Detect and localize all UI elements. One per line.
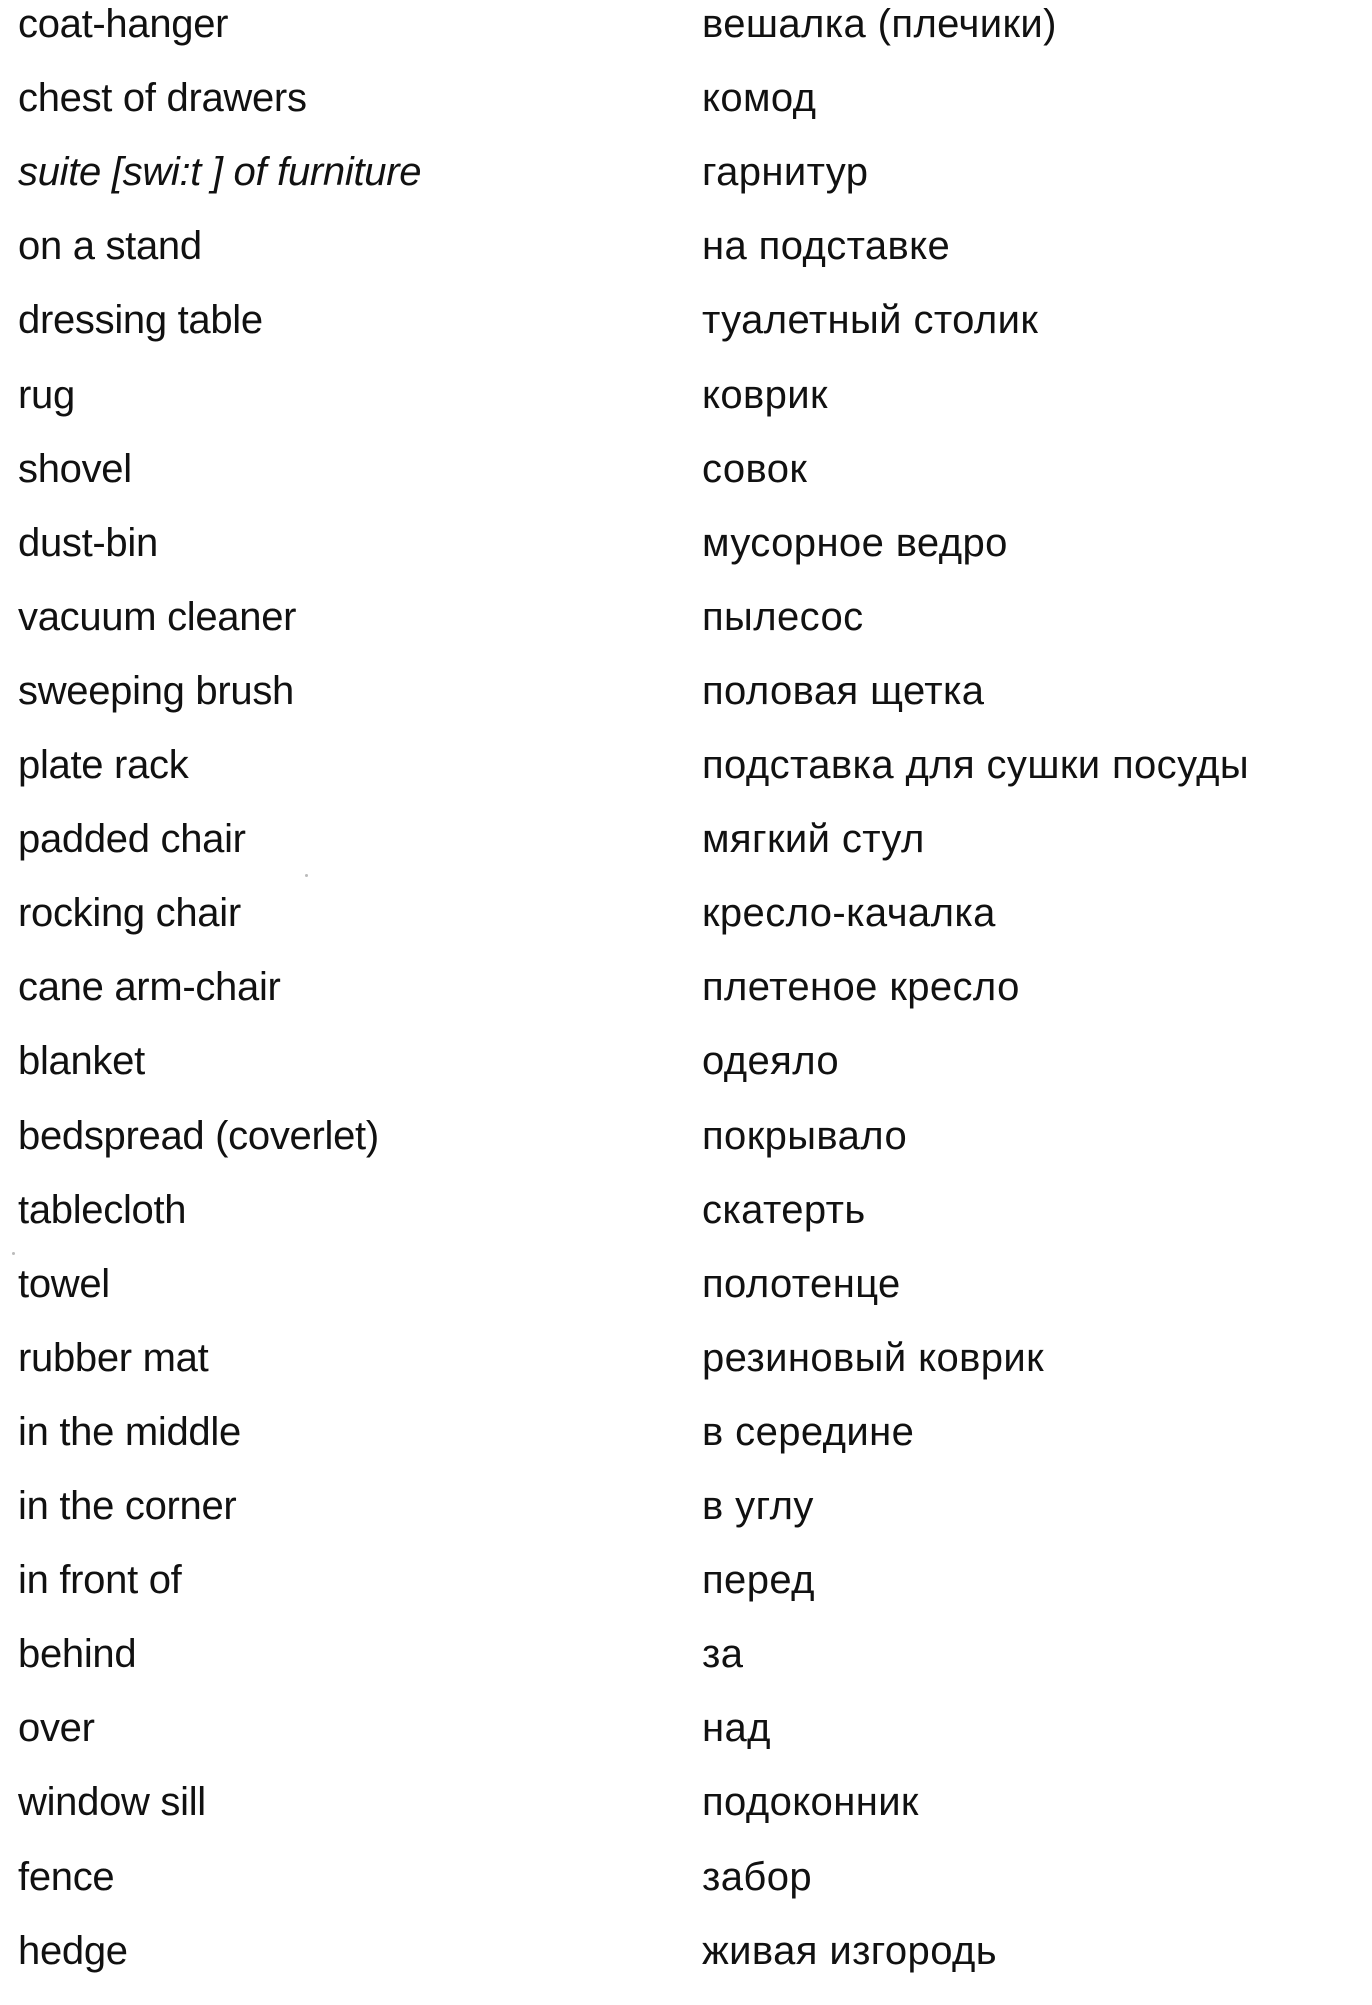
english-term: chest of drawers xyxy=(18,76,307,121)
english-term: vacuum cleaner xyxy=(18,594,297,639)
vocab-row xyxy=(0,446,1372,523)
russian-translation: плетеное кресло xyxy=(702,965,1020,1010)
vocab-row xyxy=(0,78,1372,152)
vocab-row xyxy=(0,1560,1372,1634)
vocab-row xyxy=(0,745,1372,819)
vocab-row xyxy=(0,1634,1372,1708)
russian-translation: полотенце xyxy=(702,1261,901,1306)
vocab-row xyxy=(0,668,1372,745)
russian-translation: одеяло xyxy=(702,1039,840,1084)
russian-translation: в углу xyxy=(702,1484,814,1528)
vocab-row xyxy=(0,520,1372,597)
russian-translation: пылесос xyxy=(702,594,864,639)
vocab-row xyxy=(0,372,1372,449)
russian-translation: туалетный столик xyxy=(702,298,1039,343)
vocab-row xyxy=(0,1261,1372,1338)
english-term: blanket xyxy=(18,1039,145,1084)
russian-translation: покрывало xyxy=(702,1113,908,1158)
english-term: in the corner xyxy=(18,1484,237,1528)
vocab-row xyxy=(0,1335,1372,1412)
english-term: bedspread (coverlet) xyxy=(18,1113,379,1158)
russian-translation: над xyxy=(702,1706,771,1751)
english-term: rocking chair xyxy=(18,891,241,936)
english-term: tablecloth xyxy=(18,1187,187,1232)
vocab-row xyxy=(0,1187,1372,1264)
english-term: shovel xyxy=(18,446,132,491)
vocab-row xyxy=(0,1928,1372,2005)
russian-translation: совок xyxy=(702,446,808,491)
vocab-row xyxy=(0,1708,1372,1782)
russian-translation: живая изгородь xyxy=(702,1928,997,1973)
english-term: suite [swi:t ] of furniture xyxy=(18,150,422,195)
vocab-row xyxy=(0,819,1372,893)
vocab-row xyxy=(0,893,1372,967)
vocab-row xyxy=(0,594,1372,671)
vocab-row xyxy=(0,4,1372,78)
english-term: dust-bin xyxy=(18,520,158,565)
english-term: in front of xyxy=(18,1558,182,1603)
english-term: coat-hanger xyxy=(18,2,229,46)
english-term: towel xyxy=(18,1261,110,1306)
scan-speck xyxy=(12,1252,15,1255)
vocab-row xyxy=(0,1486,1372,1560)
english-term: fence xyxy=(18,1854,115,1899)
vocab-row xyxy=(0,226,1372,300)
vocab-row xyxy=(0,300,1372,374)
russian-translation: мягкий стул xyxy=(702,817,925,862)
russian-translation: скатерть xyxy=(702,1187,866,1232)
russian-translation: резиновый коврик xyxy=(702,1335,1045,1380)
russian-translation: коврик xyxy=(702,372,828,417)
english-term: hedge xyxy=(18,1928,128,1973)
vocab-row xyxy=(0,967,1372,1041)
english-term: over xyxy=(18,1706,95,1751)
english-term: rug xyxy=(18,372,75,417)
english-term: plate rack xyxy=(18,743,189,787)
vocab-row xyxy=(0,1782,1372,1856)
vocab-row xyxy=(0,1409,1372,1486)
russian-translation: перед xyxy=(702,1558,815,1603)
english-term: in the middle xyxy=(18,1409,241,1454)
vocab-row xyxy=(0,1041,1372,1115)
russian-translation: подоконник xyxy=(702,1780,919,1825)
russian-translation: половая щетка xyxy=(702,668,985,713)
russian-translation: комод xyxy=(702,76,817,121)
russian-translation: в середине xyxy=(702,1409,915,1454)
russian-translation: мусорное ведро xyxy=(702,520,1008,565)
english-term: on a stand xyxy=(18,224,202,269)
vocab-row xyxy=(0,1113,1372,1190)
russian-translation: гарнитур xyxy=(702,150,869,195)
english-term: rubber mat xyxy=(18,1335,209,1380)
english-term: dressing table xyxy=(18,298,263,343)
russian-translation: забор xyxy=(702,1854,812,1899)
russian-translation: вешалка (плечики) xyxy=(702,2,1057,46)
russian-translation: за xyxy=(702,1632,744,1677)
english-term: cane arm-chair xyxy=(18,965,281,1010)
english-term: padded chair xyxy=(18,817,246,862)
russian-translation: кресло-качалка xyxy=(702,891,996,936)
scan-speck xyxy=(305,874,308,877)
vocab-row xyxy=(0,152,1372,226)
vocab-row xyxy=(0,1854,1372,1931)
english-term: sweeping brush xyxy=(18,668,294,713)
english-term: window sill xyxy=(18,1780,206,1825)
english-term: behind xyxy=(18,1632,137,1677)
russian-translation: подставка для сушки посуды xyxy=(702,743,1250,787)
russian-translation: на подставке xyxy=(702,224,951,269)
